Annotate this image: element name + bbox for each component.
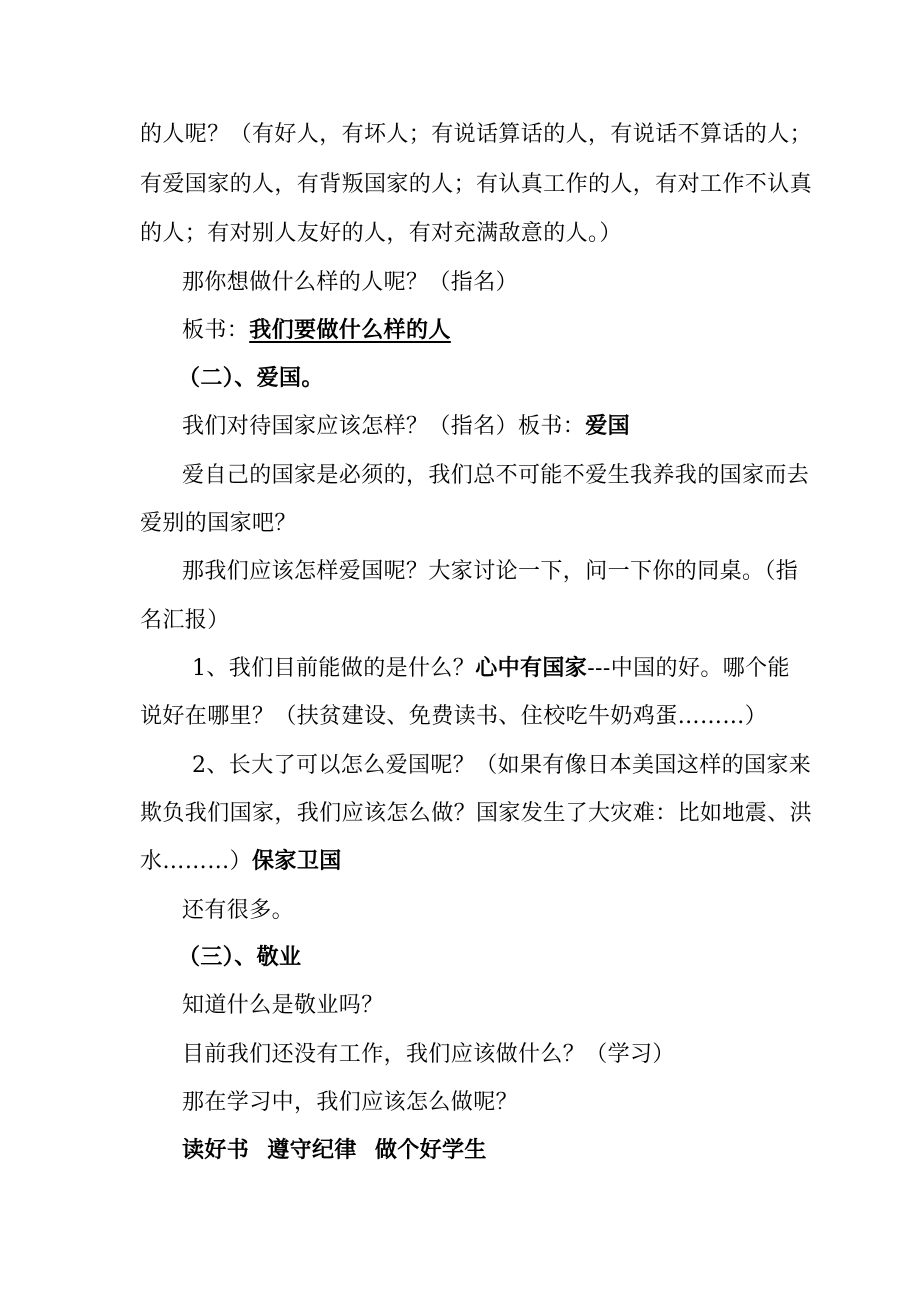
paragraph-line: 知道什么是敬业吗？ [182, 993, 384, 1018]
list-item-keyword: 心中有国家 [475, 656, 588, 681]
paragraph-line: 目前我们还没有工作，我们应该做什么？（学习） [182, 1042, 675, 1067]
summary-item: 遵守纪律 [267, 1138, 357, 1163]
paragraph-line: 欺负我们国家，我们应该怎么做？国家发生了大灾难：比如地震、洪 [140, 801, 813, 826]
board-writing-title: 我们要做什么样的人 [249, 318, 451, 343]
paragraph-line: 名汇报） [140, 608, 230, 633]
list-item-text: 1、我们目前能做的是什么？ [192, 656, 476, 681]
board-writing-prefix: 板书： [182, 318, 250, 343]
paragraph-line [182, 412, 630, 442]
paragraph-line: 爱自己的国家是必须的，我们总不可能不爱生我养我的国家而去 [182, 463, 810, 488]
list-item-1 [192, 654, 790, 684]
section-heading: （二）、爱国。 [178, 366, 324, 391]
board-writing-line [182, 316, 451, 346]
section-heading: （三）、敬业 [178, 945, 302, 970]
paragraph-line: 还有很多。 [182, 898, 295, 923]
paragraph-line: 的人呢？（有好人，有坏人；有说话算话的人，有说话不算话的人； [140, 122, 813, 147]
list-item-2: 2、长大了可以怎么爱国呢？（如果有像日本美国这样的国家来 [192, 753, 812, 778]
summary-line [182, 1136, 487, 1166]
list-item-keyword: 保家卫国 [252, 849, 342, 874]
paragraph-line: 那你想做什么样的人呢？（指名） [182, 270, 519, 295]
summary-item: 做个好学生 [374, 1138, 487, 1163]
list-item-text: ---中国的好。哪个能 [587, 656, 790, 681]
paragraph-line: 有爱国家的人，有背叛国家的人；有认真工作的人，有对工作不认真 [140, 172, 813, 197]
summary-item: 读好书 [182, 1138, 250, 1163]
paragraph-line: 的人；有对别人友好的人，有对充满敌意的人。） [140, 221, 622, 246]
paragraph-text: 水………） [140, 849, 253, 874]
paragraph-text: 我们对待国家应该怎样？（指名）板书： [182, 414, 586, 439]
paragraph-line: 说好在哪里？（扶贫建设、免费读书、住校吃牛奶鸡蛋………） [140, 704, 768, 729]
paragraph-line: 那我们应该怎样爱国呢？大家讨论一下，问一下你的同桌。（指 [182, 559, 799, 584]
paragraph-line [140, 847, 342, 877]
paragraph-line: 爱别的国家吧？ [140, 511, 297, 536]
paragraph-line: 那在学习中，我们应该怎么做呢？ [182, 1090, 519, 1115]
board-writing-keyword: 爱国 [585, 414, 631, 439]
